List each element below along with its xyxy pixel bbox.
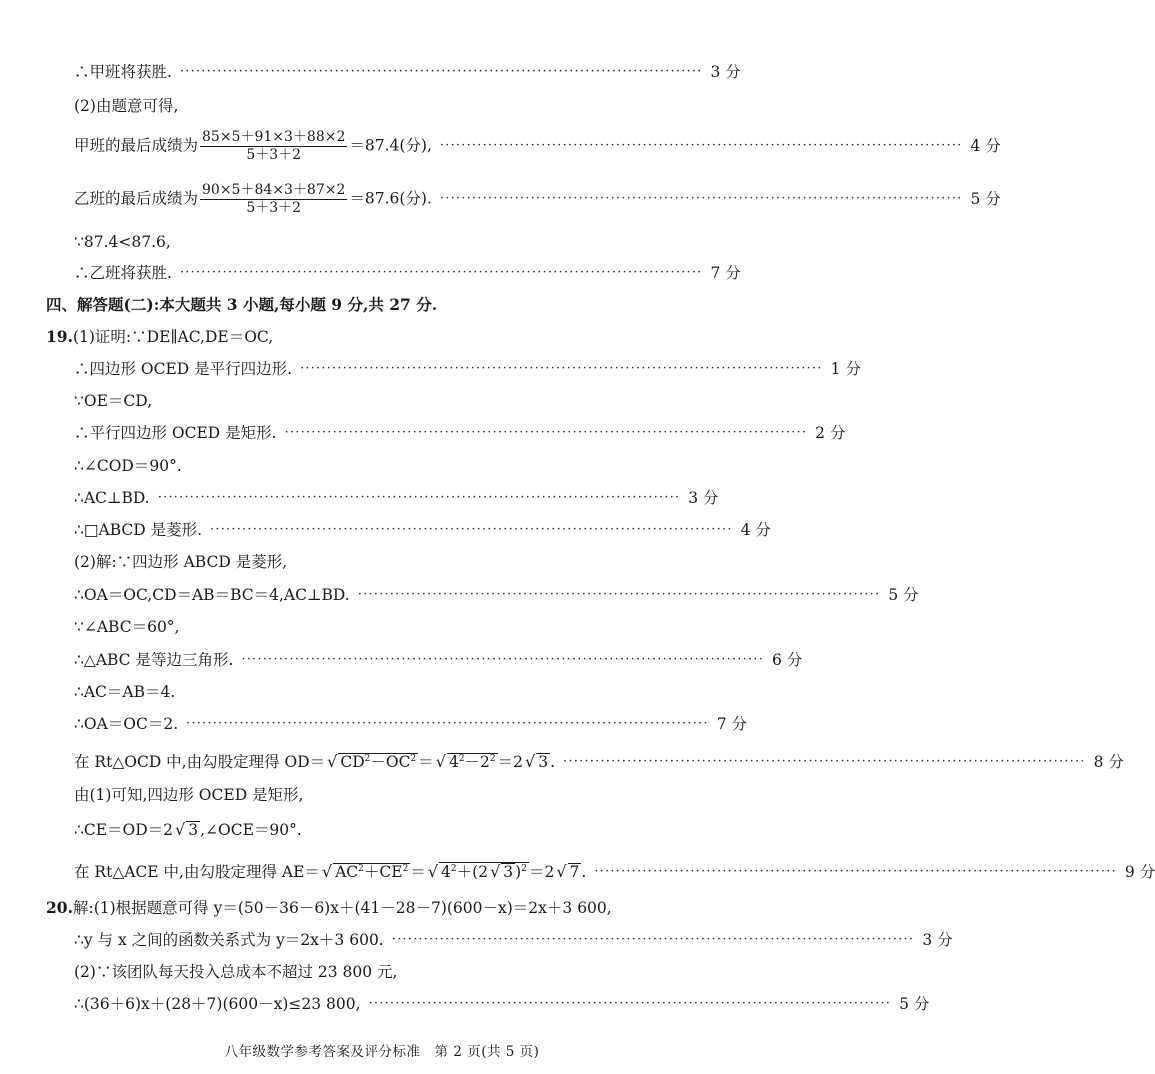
fraction: $\frac{85\times 5+91\times 3+88\times 2}{5+3+2}$ <box>202 128 346 163</box>
line-step: ∴四边形 OCED 是平行四边形. ·································································································· 1 分 <box>74 360 861 378</box>
question-number: 20. <box>46 898 73 917</box>
line-pythagoras-od: 在 Rt△OCD 中,由勾股定理得 OD＝ √ $CD^2-OC^2$ ＝ √ $4^2-2^2 =2$ √ 3 . ·································································································· 8 分 <box>74 752 1124 771</box>
score: 3 分 <box>710 63 741 81</box>
square-root: 3 <box>188 821 199 839</box>
line-step: ∵∠ABC＝60°, <box>74 618 180 636</box>
score: 7 分 <box>710 264 741 282</box>
line-step: ∴OA＝OC＝2. ·································································································· 7 分 <box>74 715 747 733</box>
section-heading: 四、解答题(二):本大题共 3 小题,每小题 9 分,共 27 分. <box>46 295 438 314</box>
page-footer: 八年级数学参考答案及评分标准 第 2 页(共 5 页) <box>224 1044 540 1060</box>
square-root: $CD^2-OC^2$ <box>340 753 417 771</box>
line-step: ∵OE＝CD, <box>74 392 153 410</box>
score: 4 分 <box>740 521 771 539</box>
score: 1 分 <box>830 360 861 378</box>
line-step: ∴OA＝OC,CD＝AB＝BC＝4,AC⊥BD. ·································································································· 5 分 <box>74 586 919 604</box>
line-step: ∴□ABCD 是菱形. ·································································································· 4 分 <box>74 521 771 539</box>
score: 3 分 <box>922 931 953 949</box>
score: 3 分 <box>688 489 719 507</box>
question-19-header: 19. (1)证明:∵DE∥AC,DE＝OC, <box>46 327 274 346</box>
line-pythagoras-ae: 在 Rt△ACE 中,由勾股定理得 AE＝ √ $AC^2+CE^2$ ＝ √ $4^2+(2$ √ 3 )$^2$ ＝2 √ 7 . ·································································································· 9 分 <box>74 862 1155 881</box>
line-step: 由(1)可知,四边形 OCED 是矩形, <box>74 786 304 804</box>
square-root: $4^2-2^2$ <box>448 753 496 771</box>
score: 8 分 <box>1093 753 1124 771</box>
line-step: (2)解:∵四边形 ABCD 是菱形, <box>74 553 288 571</box>
fraction: $\frac{90\times 5+84\times 3+87\times 2}{5+3+2}$ <box>202 181 346 216</box>
line-step: ∴AC⊥BD. ·································································································· 3 分 <box>74 489 719 507</box>
line-step: ∴(36＋6)x＋(28＋7)(600－x)≤23 800, ·································································································· 5 分 <box>74 995 930 1013</box>
score: 9 分 <box>1124 863 1155 881</box>
line-class-a-score: 甲班的最后成绩为 $\frac{85\times 5+91\times 3+88\times 2}{5+3+2}$ ＝87.4(分), ·································································································· 4 分 <box>74 128 1001 163</box>
score: 6 分 <box>771 651 803 669</box>
line-part2: (2)由题意可得, <box>74 97 179 115</box>
line-step: ∴y 与 x 之间的函数关系式为 y＝2x＋3 600. ·································································································· 3 分 <box>74 931 953 949</box>
line-compare: ∵87.4<87.6, <box>74 233 171 251</box>
question-number: 19. <box>46 327 73 346</box>
line-conclusion-a: ∴甲班将获胜. ·································································································· 3 分 <box>74 63 741 81</box>
score: 7 分 <box>716 715 747 733</box>
line-step: ∴∠COD＝90°. <box>74 457 182 475</box>
square-root: 7 <box>569 863 580 881</box>
score: 4 分 <box>970 137 1001 155</box>
score: 5 分 <box>970 190 1001 208</box>
line-step: ∴平行四边形 OCED 是矩形. ·································································································· 2 分 <box>74 424 846 442</box>
score: 5 分 <box>899 995 930 1013</box>
square-root: 3 <box>538 753 549 771</box>
score: 2 分 <box>815 424 846 442</box>
line-step: ∴AC＝AB＝4. <box>74 683 176 701</box>
line-step: (2)∵该团队每天投入总成本不超过 23 800 元, <box>74 963 398 981</box>
line-step: ∴△ABC 是等边三角形. ·································································································· 6 分 <box>74 651 803 669</box>
line-conclusion-b: ∴乙班将获胜. ·································································································· 7 分 <box>74 264 741 282</box>
line-class-b-score: 乙班的最后成绩为 $\frac{90\times 5+84\times 3+87\times 2}{5+3+2}$ ＝87.6(分). ·································································································· 5 分 <box>74 181 1001 216</box>
square-root: $AC^2+CE^2$ <box>335 863 409 881</box>
line-step: ∴CE＝OD＝2 √ 3 ,∠OCE＝90°. <box>74 820 302 839</box>
score: 5 分 <box>888 586 919 604</box>
square-root: $4^2+(2$ √ 3 )$^2$ <box>441 862 527 881</box>
question-20-header: 20. 解:(1)根据题意可得 y＝(50－36－6)x＋(41－28－7)(600－x)＝2x＋3 600, <box>46 898 612 917</box>
